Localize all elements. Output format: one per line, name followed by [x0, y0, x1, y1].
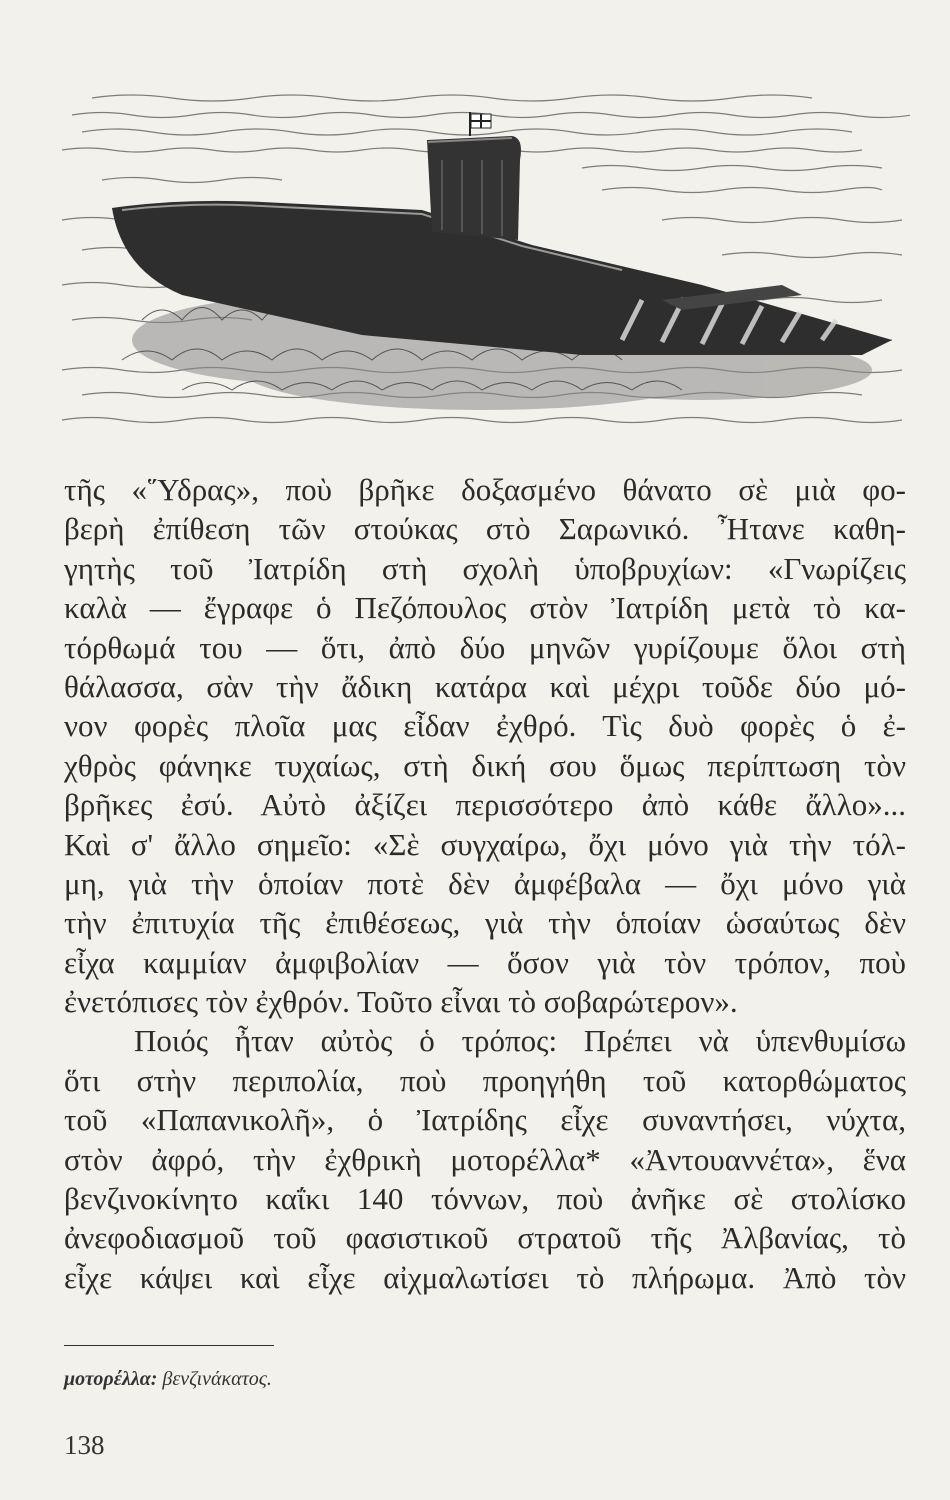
text-line: βενζινοκίνητο καΐκι 140 τόννων, ποὺ ἀνῆκε σὲ στολίσκο: [64, 1181, 906, 1217]
text-line: τὴν ἐπιτυχία τῆς ἐπιθέσεως, γιὰ τὴν ὁποίαν ὡσαύτως δὲν: [64, 905, 906, 941]
text-line: ὅτι στὴν περιπολία, ποὺ προηγήθη τοῦ κατορθώματος: [64, 1062, 906, 1098]
body-text: [64, 470, 906, 1297]
footnote: [64, 1368, 272, 1391]
submarine-illustration: [62, 70, 910, 440]
text-line: εἶχε κάψει καὶ εἶχε αἰχμαλωτίσει τὸ πλήρωμα. Ἀπὸ τὸν: [64, 1259, 906, 1295]
text-line: καλὰ — ἔγραφε ὁ Πεζόπουλος στὸν Ἰατρίδη μετὰ τὸ κα-: [64, 590, 906, 626]
text-line: τῆς «῞Υδρας», ποὺ βρῆκε δοξασμένο θάνατο σὲ μιὰ φο-: [64, 472, 906, 507]
text-line: Καὶ σ' ἄλλο σημεῖο: «Σὲ συγχαίρω, ὄχι μόνο γιὰ τὴν τόλ-: [64, 826, 906, 862]
text-line: χθρὸς φάνηκε τυχαίως, στὴ δική σου ὅμως περίπτωση τὸν: [64, 747, 906, 783]
text-line: Ποιός ἦταν αὐτὸς ὁ τρόπος: Πρέπει νὰ ὑπενθυμίσω: [134, 1023, 906, 1059]
footnote-term: μοτορέλλα:: [64, 1368, 158, 1390]
text-line: τοῦ «Παπανικολῆ», ὁ Ἰατρίδης εἶχε συναντήσει, νύχτα,: [64, 1102, 906, 1138]
text-line: θάλασσα, σὰν τὴν ἄδικη κατάρα καὶ μέχρι τοῦδε δύο μό-: [64, 668, 906, 704]
text-line: βρῆκες ἐσύ. Αὐτὸ ἀξίζει περισσότερο ἀπὸ κάθε ἄλλο»...: [64, 787, 906, 823]
text-line: ἐνετόπισες τὸν ἐχθρόν. Τοῦτο εἶναι τὸ σοβαρώτερον».: [64, 984, 738, 1020]
footnote-divider: [64, 1345, 274, 1346]
text-line: ἀνεφοδιασμοῦ τοῦ φασιστικοῦ στρατοῦ τῆς Ἀλβανίας, τὸ: [64, 1220, 906, 1256]
text-line: τόρθωμά του — ὅτι, ἀπὸ δύο μηνῶν γυρίζουμε ὅλοι στὴ: [64, 629, 906, 665]
text-line: νον φορὲς πλοῖα μας εἶδαν ἐχθρό. Τὶς δυὸ φορὲς ὁ ἐ-: [64, 708, 906, 744]
text-line: βερὴ ἐπίθεση τῶν στούκας στὸ Σαρωνικό. Ἦτανε καθη-: [64, 511, 906, 547]
text-line: μη, γιὰ τὴν ὁποίαν ποτὲ δὲν ἀμφέβαλα — ὄχι μόνο γιὰ: [64, 865, 906, 901]
footnote-definition: βενζινάκατος.: [162, 1368, 272, 1390]
text-line: στὸν ἀφρό, τὴν ἐχθρικὴ μοτορέλλα* «Ἀντουαννέτα», ἕνα: [64, 1141, 906, 1177]
page-number: 138: [64, 1430, 105, 1460]
text-line: γητὴς τοῦ Ἰατρίδη στὴ σχολὴ ὑποβρυχίων: «Γνωρίζεις: [64, 550, 906, 586]
text-line: εἶχα καμμίαν ἀμφιβολίαν — ὅσον γιὰ τὸν τρόπον, ποὺ: [64, 944, 906, 980]
